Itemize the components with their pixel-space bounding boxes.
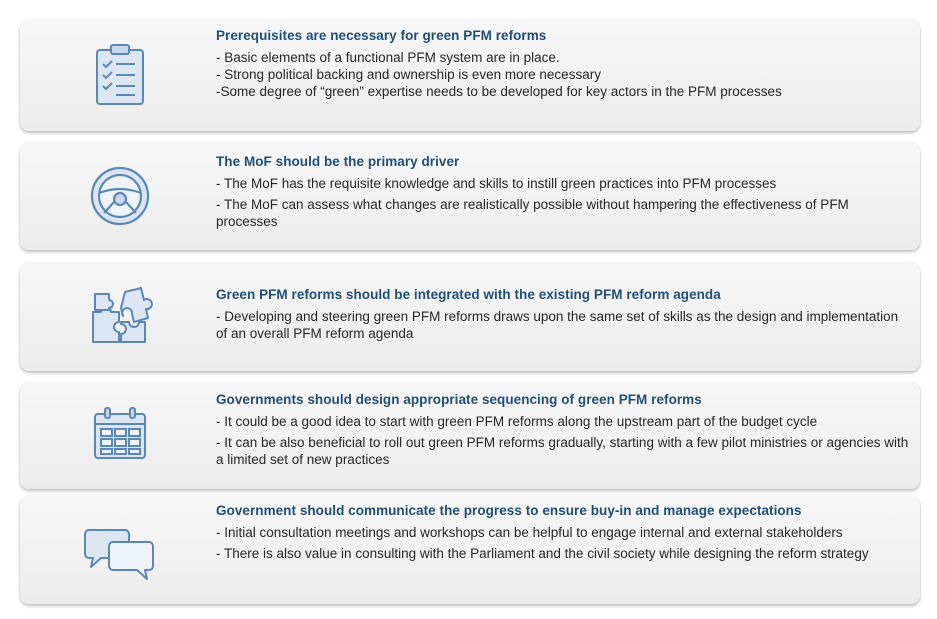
card-prerequisites — [20, 20, 920, 131]
card-title: Prerequisites are necessary for green PFM reforms — [216, 28, 547, 43]
card-mof-driver — [20, 143, 920, 250]
card-title: The MoF should be the primary driver — [216, 154, 460, 169]
card-bullet: - Strong political backing and ownership is even more necessary — [216, 67, 601, 82]
card-bullet: - It can be also beneficial to roll out green PFM reforms gradually, starting with a few pilot ministries or agencies with a limited set of new practices — [216, 435, 909, 467]
card-bullet: - The MoF has the requisite knowledge and skills to instill green practices into PFM processes — [216, 176, 777, 191]
card-title: Governments should design appropriate sequencing of green PFM reforms — [216, 392, 702, 407]
card-title: Government should communicate the progress to ensure buy-in and manage expectations — [216, 503, 802, 518]
chat-bubbles-icon — [80, 514, 160, 588]
calendar-icon — [80, 398, 160, 472]
card-bullet: - There is also value in consulting with the Parliament and the civil society while designing the reform strategy — [216, 546, 869, 561]
card-title: Green PFM reforms should be integrated with the existing PFM reform agenda — [216, 287, 721, 302]
card-communication — [20, 496, 920, 604]
card-sequencing — [20, 382, 920, 489]
steering-wheel-icon — [80, 159, 160, 233]
checklist-icon — [80, 38, 160, 112]
card-bullet: -Some degree of “green” expertise needs to be developed for key actors in the PFM processes — [216, 84, 782, 99]
card-bullet: - The MoF can assess what changes are realistically possible without hampering the effectiveness of PFM processes — [216, 197, 849, 229]
card-bullet: - Basic elements of a functional PFM system are in place. — [216, 50, 560, 65]
card-integration — [20, 263, 920, 371]
card-bullet: - Developing and steering green PFM reforms draws upon the same set of skills as the design and implementation of an overall PFM reform agenda — [216, 309, 899, 341]
card-bullet: - Initial consultation meetings and workshops can be helpful to engage internal and external stakeholders — [216, 525, 843, 540]
card-bullet: - It could be a good idea to start with green PFM reforms along the upstream part of the budget cycle — [216, 414, 818, 429]
puzzle-icon — [80, 280, 160, 354]
